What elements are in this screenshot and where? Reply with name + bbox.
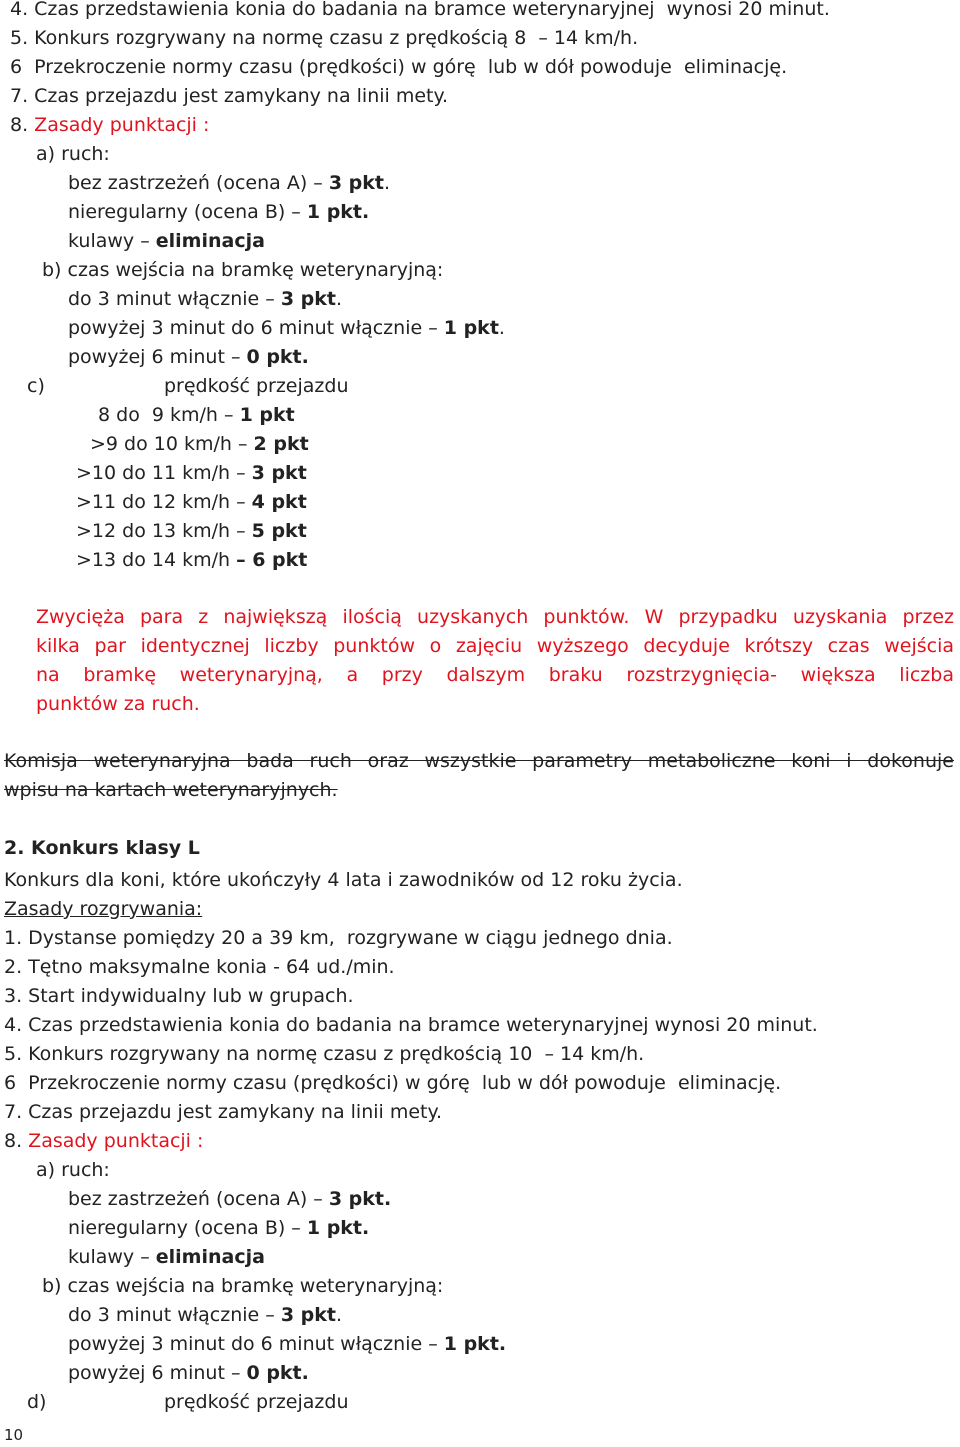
l-rule-7: 7. Czas przejazdu jest zamykany na linii mety. <box>4 1101 443 1123</box>
scoring-c-title: prędkość przejazdu <box>164 375 349 397</box>
speed-row-5-text: >12 do 13 km/h – <box>76 520 252 542</box>
struck-line-2: wpisu na kartach weterynaryjnych. <box>4 779 338 801</box>
rule-6: 6 Przekroczenie normy czasu (prędkości) w górę lub w dół powoduje eliminację. <box>10 56 788 78</box>
l-scoring-b1-text: do 3 minut włącznie – <box>68 1304 281 1326</box>
speed-row-3-text: >10 do 11 km/h – <box>76 462 252 484</box>
l-scoring-a1-points: 3 pkt. <box>328 1188 392 1210</box>
scoring-b1-points: 3 pkt <box>280 288 336 310</box>
speed-row-1 <box>98 401 295 430</box>
scoring-b1 <box>68 285 342 314</box>
speed-row-1-text: 8 do 9 km/h – <box>98 404 240 426</box>
rule-7: 7. Czas przejazdu jest zamykany na linii mety. <box>10 85 449 107</box>
l-rule-6: 6 Przekroczenie normy czasu (prędkości) w górę lub w dół powoduje eliminację. <box>4 1072 782 1094</box>
speed-row-3-points: 3 pkt <box>251 462 307 484</box>
scoring-b3-text: powyżej 6 minut – <box>68 346 247 368</box>
l-scoring-b3-points: 0 pkt. <box>246 1362 309 1384</box>
l-scoring-b3 <box>68 1359 309 1388</box>
scoring-a2-points: 1 pkt. <box>306 201 370 223</box>
l-scoring-d-title: prędkość przejazdu <box>164 1391 349 1413</box>
speed-row-5-points: 5 pkt <box>251 520 307 542</box>
l-rule-8 <box>4 1127 203 1156</box>
winner-line-1: Zwycięża para z największą ilością uzyskanych punktów. W przypadku uzyskania przez <box>36 606 954 628</box>
scoring-b-title: b) czas wejścia na bramkę weterynaryjną: <box>42 259 444 281</box>
speed-row-3 <box>76 459 307 488</box>
speed-row-4 <box>76 488 307 517</box>
page-number: 10 <box>4 1426 24 1444</box>
l-scoring-b2-text: powyżej 3 minut do 6 minut włącznie – <box>68 1333 444 1355</box>
rule-8 <box>10 111 209 140</box>
scoring-a1-text: bez zastrzeżeń (ocena A) – <box>68 172 329 194</box>
l-scoring-b2-points: 1 pkt. <box>443 1333 507 1355</box>
scoring-c-letter: c) <box>27 375 45 397</box>
rule-5: 5. Konkurs rozgrywany na normę czasu z prędkością 8 – 14 km/h. <box>10 27 639 49</box>
scoring-b1-tail: . <box>335 288 343 310</box>
scoring-a1 <box>68 169 390 198</box>
rule-8-number: 8. <box>10 114 35 136</box>
scoring-a3 <box>68 227 265 256</box>
l-rule-8-label: Zasady punktacji : <box>28 1130 204 1152</box>
speed-row-6 <box>76 546 307 575</box>
speed-row-4-text: >11 do 12 km/h – <box>76 491 252 513</box>
l-scoring-b-title: b) czas wejścia na bramkę weterynaryjną: <box>42 1275 444 1297</box>
l-scoring-a1 <box>68 1185 391 1214</box>
winner-line-3: na bramkę weterynaryjną, a przy dalszym braku rozstrzygnięcia- większa liczba <box>36 664 954 686</box>
scoring-b2-tail: . <box>498 317 505 339</box>
rules-heading: Zasady rozgrywania: <box>4 898 203 920</box>
speed-row-2-points: 2 pkt <box>253 433 309 455</box>
scoring-b3-points: 0 pkt. <box>246 346 309 368</box>
l-scoring-b1-points: 3 pkt <box>280 1304 336 1326</box>
scoring-a1-tail: . <box>384 172 391 194</box>
scoring-a1-points: 3 pkt <box>328 172 384 194</box>
l-rule-3: 3. Start indywidualny lub w grupach. <box>4 985 354 1007</box>
speed-row-1-points: 1 pkt <box>239 404 295 426</box>
scoring-a3-text: kulawy – <box>68 230 156 252</box>
scoring-b2 <box>68 314 505 343</box>
l-scoring-a3 <box>68 1243 265 1272</box>
speed-row-6-points: – 6 pkt <box>236 549 308 571</box>
section-intro: Konkurs dla koni, które ukończyły 4 lata i zawodników od 12 roku życia. <box>4 869 683 891</box>
rule-8-label: Zasady punktacji : <box>34 114 210 136</box>
l-scoring-b1 <box>68 1301 342 1330</box>
l-rule-1: 1. Dystanse pomiędzy 20 a 39 km, rozgrywane w ciągu jednego dnia. <box>4 927 673 949</box>
l-rule-2: 2. Tętno maksymalne konia - 64 ud./min. <box>4 956 395 978</box>
rule-4: 4. Czas przedstawienia konia do badania na bramce weterynaryjnej wynosi 20 minut. <box>10 0 830 20</box>
winner-line-4: punktów za ruch. <box>36 693 200 715</box>
speed-row-6-text: >13 do 14 km/h <box>76 549 237 571</box>
scoring-a2-text: nieregularny (ocena B) – <box>68 201 307 223</box>
l-scoring-a2-text: nieregularny (ocena B) – <box>68 1217 307 1239</box>
winner-line-2: kilka par identycznej liczby punktów o zajęciu wyższego decyduje krótszy czas wejścia <box>36 635 954 657</box>
l-scoring-a3-text: kulawy – <box>68 1246 156 1268</box>
l-rule-4: 4. Czas przedstawienia konia do badania na bramce weterynaryjnej wynosi 20 minut. <box>4 1014 818 1036</box>
speed-row-2-text: >9 do 10 km/h – <box>90 433 254 455</box>
scoring-b2-text: powyżej 3 minut do 6 minut włącznie – <box>68 317 444 339</box>
l-scoring-d-letter: d) <box>27 1391 47 1413</box>
l-scoring-b1-tail: . <box>335 1304 343 1326</box>
l-scoring-a-title: a) ruch: <box>36 1159 110 1181</box>
l-scoring-b2 <box>68 1330 506 1359</box>
l-rule-8-number: 8. <box>4 1130 29 1152</box>
speed-row-2 <box>90 430 309 459</box>
l-scoring-b3-text: powyżej 6 minut – <box>68 1362 247 1384</box>
scoring-a3-points: eliminacja <box>155 230 265 252</box>
struck-line-1: Komisja weterynaryjna bada ruch oraz wszystkie parametry metaboliczne koni i dokonuje <box>4 750 954 772</box>
scoring-b1-text: do 3 minut włącznie – <box>68 288 281 310</box>
scoring-a2 <box>68 198 369 227</box>
speed-row-5 <box>76 517 307 546</box>
l-scoring-a3-points: eliminacja <box>155 1246 265 1268</box>
scoring-b3 <box>68 343 309 372</box>
section-heading: 2. Konkurs klasy L <box>4 837 200 859</box>
l-scoring-a2 <box>68 1214 369 1243</box>
l-rule-5: 5. Konkurs rozgrywany na normę czasu z prędkością 10 – 14 km/h. <box>4 1043 645 1065</box>
scoring-b2-points: 1 pkt <box>443 317 499 339</box>
speed-row-4-points: 4 pkt <box>251 491 307 513</box>
l-scoring-a2-points: 1 pkt. <box>306 1217 370 1239</box>
l-scoring-a1-text: bez zastrzeżeń (ocena A) – <box>68 1188 329 1210</box>
scoring-a-title: a) ruch: <box>36 143 110 165</box>
